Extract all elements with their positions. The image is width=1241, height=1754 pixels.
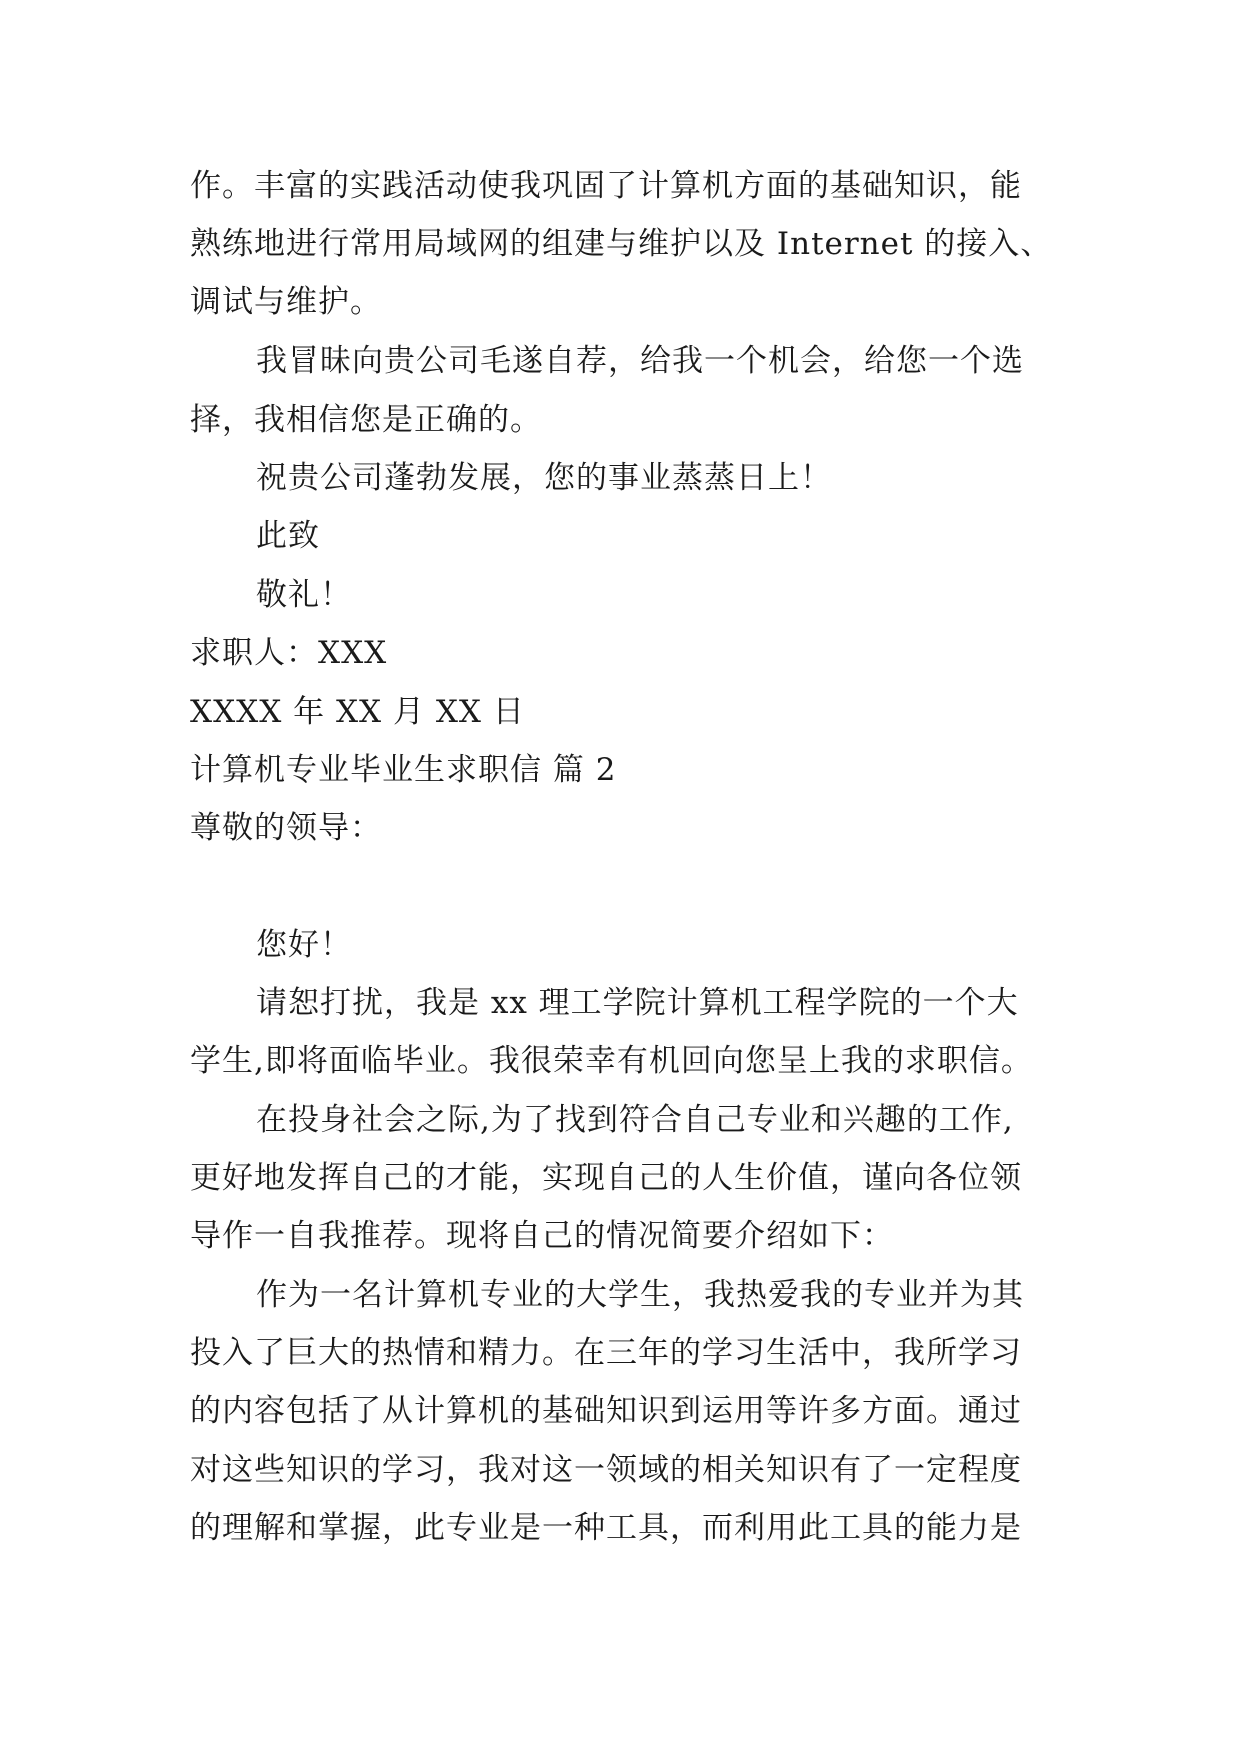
closing-regards: 敬礼！: [256, 577, 352, 613]
text-line: 择，我相信您是正确的。: [190, 402, 542, 438]
text-line: 对这些知识的学习，我对这一领域的相关知识有了一定程度: [190, 1452, 1022, 1488]
text-line: 您好！: [256, 927, 352, 963]
closing-wish: 祝贵公司蓬勃发展，您的事业蒸蒸日上！: [256, 460, 832, 496]
text-line: 调试与维护。: [190, 284, 382, 320]
text-line: 导作一自我推荐。现将自己的情况简要介绍如下：: [190, 1218, 894, 1254]
text-line: 的内容包括了从计算机的基础知识到运用等许多方面。通过: [190, 1393, 1022, 1429]
greeting-line: 尊敬的领导：: [190, 810, 382, 846]
date-line: XXXX 年 XX 月 XX 日: [190, 694, 525, 730]
text-line: 在投身社会之际,为了找到符合自己专业和兴趣的工作,: [256, 1102, 1014, 1138]
text-line: 作为一名计算机专业的大学生，我热爱我的专业并为其: [256, 1277, 1024, 1313]
text-line: 投入了巨大的热情和精力。在三年的学习生活中，我所学习: [190, 1335, 1022, 1371]
text-line: 更好地发挥自己的才能，实现自己的人生价值，谨向各位领: [190, 1160, 1022, 1196]
closing-salutation: 此致: [256, 518, 320, 554]
text-line: 学生,即将面临毕业。我很荣幸有机回向您呈上我的求职信。: [190, 1043, 1033, 1079]
text-line: 请恕打扰，我是 xx 理工学院计算机工程学院的一个大: [256, 985, 1019, 1021]
text-line: 熟练地进行常用局域网的组建与维护以及 Internet 的接入、: [190, 226, 1053, 262]
signature-line: 求职人：XXX: [190, 635, 388, 671]
text-line: 我冒昧向贵公司毛遂自荐，给我一个机会，给您一个选: [256, 343, 1024, 379]
text-line: 的理解和掌握，此专业是一种工具，而利用此工具的能力是: [190, 1510, 1022, 1546]
section-title: 计算机专业毕业生求职信 篇 2: [190, 752, 617, 788]
text-line: 作。丰富的实践活动使我巩固了计算机方面的基础知识，能: [190, 168, 1022, 204]
